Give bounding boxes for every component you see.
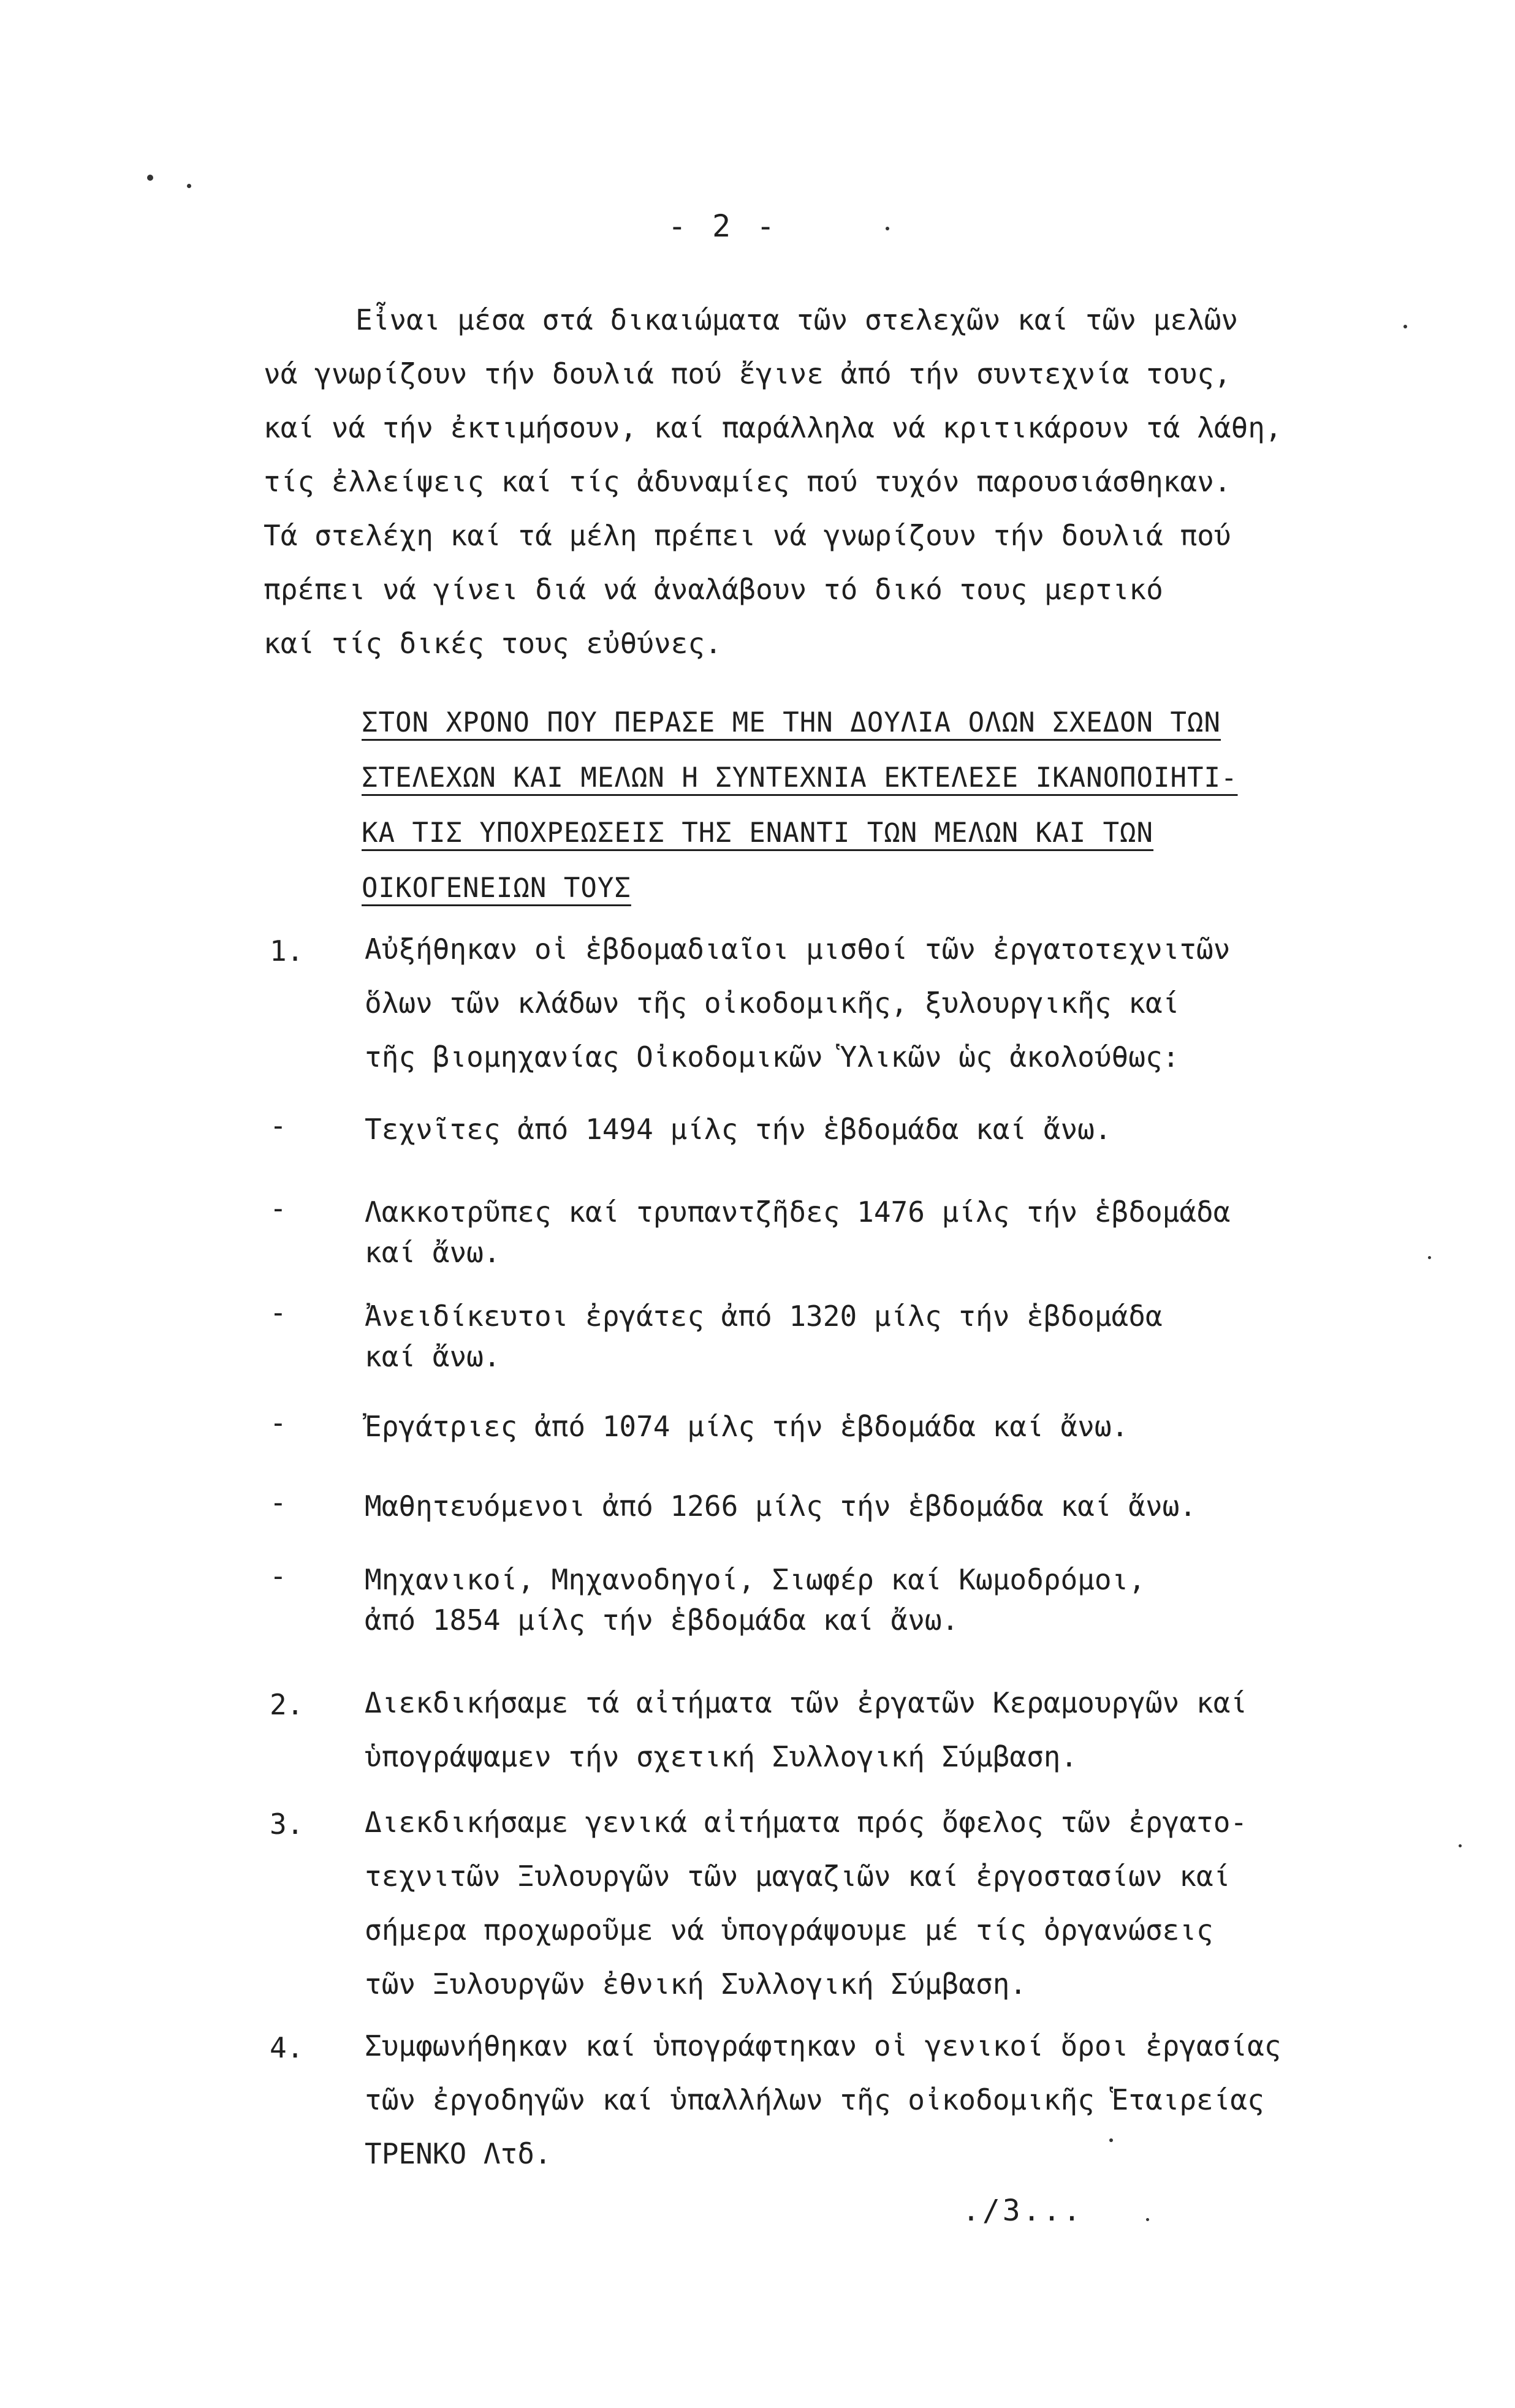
scan-speck [1459, 1844, 1462, 1847]
section-heading [362, 695, 1440, 916]
item-number: 2. [270, 1688, 304, 1721]
bullet-text [365, 1559, 1443, 1640]
item-text [365, 2019, 1443, 2181]
item-line: τῆς βιομηχανίας Οἰκοδομικῶν Ὑλικῶν ὡς ἀκολούθως: [365, 1040, 1180, 1073]
heading-line: ΚΑ ΤΙΣ ΥΠΟΧΡΕΩΣΕΙΣ ΤΗΣ ΕΝΑΝΤΙ ΤΩΝ ΜΕΛΩΝ ΚΑΙ ΤΩΝ [362, 817, 1154, 849]
item-line: τῶν ἐργοδηγῶν καί ὑπαλλήλων τῆς οἰκοδομικῆς Ἑταιρείας [365, 2083, 1264, 2116]
intro-line: Εἶναι μέσα στά δικαιώματα τῶν στελεχῶν καί τῶν μελῶν [355, 303, 1239, 336]
heading-line: ΟΙΚΟΓΕΝΕΙΩΝ ΤΟΥΣ [362, 873, 631, 904]
scan-speck [886, 227, 889, 230]
intro-paragraph [264, 293, 1428, 670]
bullet-line: Μαθητευόμενοι ἀπό 1266 μίλς τήν ἑβδομάδα καί ἄνω. [365, 1490, 1197, 1523]
intro-line: καί τίς δικές τους εὐθύνες. [264, 627, 722, 660]
item-line: τῶν Ξυλουργῶν ἐθνική Συλλογική Σύμβαση. [365, 1967, 1027, 2001]
intro-line: καί νά τήν ἐκτιμήσουν, καί παράλληλα νά κριτικάρουν τά λάθη, [264, 411, 1282, 444]
bullet-marker: - [270, 1109, 287, 1142]
bullet-marker: - [270, 1559, 287, 1592]
item-text [365, 922, 1443, 1084]
page-number: - 2 - [667, 208, 779, 244]
item-line: ὑπογράψαμεν τήν σχετική Συλλογική Σύμβαση. [365, 1740, 1078, 1773]
item-number: 1. [270, 934, 304, 967]
item-number: 3. [270, 1808, 304, 1841]
bullet-text [365, 1296, 1443, 1377]
bullet-text [365, 1192, 1443, 1273]
bullet-marker: - [270, 1192, 287, 1225]
item-line: Συμφωνήθηκαν καί ὑπογράφτηκαν οἱ γενικοί ὅροι ἐργασίας [365, 2029, 1281, 2062]
scan-speck [147, 175, 153, 181]
bullet-line: Λακκοτρῦπες καί τρυπαντζῆδες 1476 μίλς τήν ἑβδομάδα [365, 1195, 1231, 1229]
heading-line: ΣΤΕΛΕΧΩΝ ΚΑΙ ΜΕΛΩΝ Η ΣΥΝΤΕΧΝΙΑ ΕΚΤΕΛΕΣΕ ΙΚΑΝΟΠΟΙΗΤΙ- [362, 762, 1238, 793]
bullet-line: ἀπό 1854 μίλς τήν ἑβδομάδα καί ἄνω. [365, 1603, 959, 1637]
bullet-line: Τεχνῖτες ἀπό 1494 μίλς τήν ἑβδομάδα καί ἄνω. [365, 1113, 1112, 1146]
item-line: σήμερα προχωροῦμε νά ὑπογράψουμε μέ τίς ὀργανώσεις [365, 1914, 1213, 1947]
item-line: τεχνιτῶν Ξυλουργῶν τῶν μαγαζιῶν καί ἐργοστασίων καί [365, 1860, 1231, 1893]
bullet-line: καί ἄνω. [365, 1236, 501, 1269]
item-line: ΤΡΕΝΚΟ Λτδ. [365, 2137, 552, 2170]
scan-speck [1403, 325, 1407, 328]
scan-speck [1428, 1256, 1431, 1259]
bullet-line: Ἐργάτριες ἀπό 1074 μίλς τήν ἑβδομάδα καί ἄνω. [365, 1410, 1129, 1443]
scan-speck [1109, 2138, 1113, 2142]
item-line: Διεκδικήσαμε τά αἰτήματα τῶν ἐργατῶν Κεραμουργῶν καί [365, 1686, 1248, 1719]
bullet-text [365, 1486, 1443, 1526]
item-number: 4. [270, 2031, 304, 2064]
bullet-marker: - [270, 1406, 287, 1439]
continuation-marker: ./3... [962, 2194, 1084, 2228]
item-text [365, 1795, 1443, 2011]
scan-speck [187, 184, 191, 188]
bullet-marker: - [270, 1296, 287, 1329]
item-line: Διεκδικήσαμε γενικά αἰτήματα πρός ὄφελος τῶν ἐργατο- [365, 1806, 1248, 1839]
intro-line: νά γνωρίζουν τήν δουλιά πού ἔγινε ἀπό τήν συντεχνία τους, [264, 357, 1231, 390]
item-text [365, 1676, 1443, 1784]
item-line: Αὐξήθηκαν οἱ ἑβδομαδιαῖοι μισθοί τῶν ἐργατοτεχνιτῶν [365, 933, 1231, 966]
intro-line: πρέπει νά γίνει διά νά ἀναλάβουν τό δικό τους μερτικό [264, 573, 1163, 606]
bullet-marker: - [270, 1486, 287, 1519]
item-line: ὅλων τῶν κλάδων τῆς οἰκοδομικῆς, ξυλουργικῆς καί [365, 986, 1180, 1020]
bullet-text [365, 1406, 1443, 1447]
bullet-line: Μηχανικοί, Μηχανοδηγοί, Σιωφέρ καί Κωμοδρόμοι, [365, 1563, 1145, 1596]
intro-line: τίς ἐλλείψεις καί τίς ἀδυναμίες πού τυχόν παρουσιάσθηκαν. [264, 465, 1231, 498]
bullet-line: Ἀνειδίκευτοι ἐργάτες ἀπό 1320 μίλς τήν ἑβδομάδα [365, 1300, 1163, 1333]
heading-line: ΣΤΟΝ ΧΡΟΝΟ ΠΟΥ ΠΕΡΑΣΕ ΜΕ ΤΗΝ ΔΟΥΛΙΑ ΟΛΩΝ ΣΧΕΔΟΝ ΤΩΝ [362, 707, 1221, 738]
bullet-text [365, 1109, 1443, 1149]
intro-line: Τά στελέχη καί τά μέλη πρέπει νά γνωρίζουν τήν δουλιά πού [264, 519, 1231, 552]
bullet-line: καί ἄνω. [365, 1340, 501, 1373]
scan-speck [1146, 2218, 1149, 2221]
